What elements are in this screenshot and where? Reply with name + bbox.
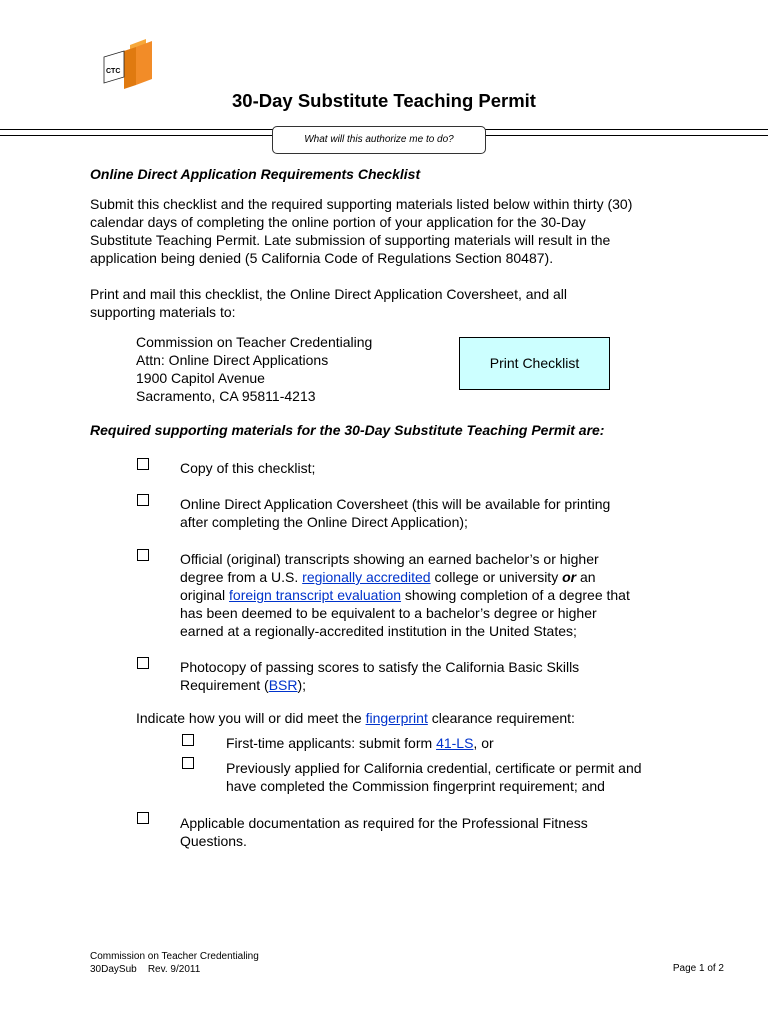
item-transcripts-line: Official (original) transcripts showing an earned bachelor’s or higher	[180, 551, 599, 567]
item-previously-line: Previously applied for California credential, certificate or permit and	[226, 760, 642, 776]
foreign-transcript-evaluation-link[interactable]: foreign transcript evaluation	[229, 587, 402, 603]
intro-line: calendar days of completing the online portion of your application for the 30-Day	[90, 214, 586, 230]
text-span: an	[576, 569, 596, 585]
item-transcripts-line	[180, 568, 630, 586]
print-checklist-button[interactable]: Print Checklist	[459, 337, 610, 390]
item-copy	[180, 459, 315, 477]
mail-paragraph	[90, 285, 690, 321]
item-coversheet-line: after completing the Online Direct Application);	[180, 514, 468, 530]
checkbox-previously-applied[interactable]	[182, 757, 194, 769]
checkbox-first-time[interactable]	[182, 734, 194, 746]
item-fitness-line: Applicable documentation as required for the Professional Fitness	[180, 815, 588, 831]
text-span: original	[180, 587, 230, 603]
footer-rev: Rev. 9/2011	[147, 964, 201, 975]
checkbox-basic-skills[interactable]	[137, 657, 149, 669]
text-span: Requirement (	[180, 677, 269, 693]
checkbox-coversheet[interactable]	[137, 494, 149, 506]
text-span: clearance requirement:	[427, 710, 575, 726]
ctc-logo-icon	[100, 37, 160, 89]
page-number: Page 1 of 2	[672, 963, 724, 974]
item-fitness	[180, 814, 588, 850]
text-span: Indicate how you will or did meet the	[136, 710, 366, 726]
footer-code: 30DaySub	[90, 964, 137, 975]
fingerprint-intro-line	[136, 709, 575, 727]
item-basic-skills-line	[180, 676, 579, 694]
item-first-time	[226, 734, 494, 752]
fingerprint-intro	[136, 709, 575, 727]
mail-line: Print and mail this checklist, the Online Direct Application Coversheet, and all	[90, 286, 568, 302]
checklist-heading: Online Direct Application Requirements Checklist	[90, 166, 421, 182]
regionally-accredited-link[interactable]: regionally accredited	[302, 569, 431, 585]
item-previously-line: have completed the Commission fingerprint requirement; and	[226, 778, 605, 794]
checkbox-fitness[interactable]	[137, 812, 149, 824]
text-span: showing completion of a degree that	[401, 587, 630, 603]
address-line: 1900 Capitol Avenue	[136, 370, 265, 386]
address-line: Sacramento, CA 95811-4213	[136, 388, 316, 404]
text-span: First-time applicants: submit form	[226, 735, 437, 751]
item-coversheet-line: Online Direct Application Coversheet (this will be available for printing	[180, 496, 611, 512]
text-span: college or university	[430, 569, 563, 585]
or-emphasis: or	[562, 569, 577, 585]
item-transcripts-line: earned at a regionally-accredited institution in the United States;	[180, 623, 577, 639]
text-span: , or	[473, 735, 494, 751]
footer	[90, 950, 259, 976]
intro-line: Submit this checklist and the required supporting materials listed below within thirty (30)	[90, 196, 633, 212]
footer-org: Commission on Teacher Credentialing	[90, 951, 259, 962]
item-coversheet	[180, 495, 610, 531]
item-copy-line: Copy of this checklist;	[180, 460, 316, 476]
address-line: Attn: Online Direct Applications	[136, 352, 329, 368]
mailing-address	[136, 333, 372, 405]
item-previously-applied	[226, 759, 642, 795]
footer-revision	[90, 963, 259, 976]
authorize-button[interactable]: What will this authorize me to do?	[272, 126, 486, 154]
item-first-time-line	[226, 734, 494, 752]
address-line: Commission on Teacher Credentialing	[136, 334, 373, 350]
item-fitness-line: Questions.	[180, 833, 247, 849]
intro-line: Substitute Teaching Permit. Late submission of supporting materials will result in the	[90, 232, 611, 248]
bsr-link[interactable]: BSR	[268, 677, 298, 693]
intro-line: application being denied (5 California Code of Regulations Section 80487).	[90, 250, 554, 266]
item-basic-skills-line: Photocopy of passing scores to satisfy the California Basic Skills	[180, 659, 580, 675]
checkbox-transcripts[interactable]	[137, 549, 149, 561]
item-transcripts-line: has been deemed to be equivalent to a bachelor’s degree or higher	[180, 605, 597, 621]
intro-paragraph	[90, 195, 690, 267]
item-transcripts	[180, 550, 630, 640]
form-41ls-link[interactable]: 41-LS	[436, 735, 474, 751]
materials-heading: Required supporting materials for the 30-Day Substitute Teaching Permit are:	[90, 422, 605, 438]
item-transcripts-line	[180, 586, 630, 604]
text-span: );	[297, 677, 307, 693]
text-span: degree from a U.S.	[180, 569, 303, 585]
logo-text: CTC	[106, 68, 121, 75]
item-basic-skills	[180, 658, 579, 694]
ctc-logo	[100, 37, 160, 89]
page-title: 30-Day Substitute Teaching Permit	[232, 90, 536, 111]
mail-line: supporting materials to:	[90, 304, 236, 320]
checkbox-copy[interactable]	[137, 458, 149, 470]
fingerprint-link[interactable]: fingerprint	[365, 710, 428, 726]
